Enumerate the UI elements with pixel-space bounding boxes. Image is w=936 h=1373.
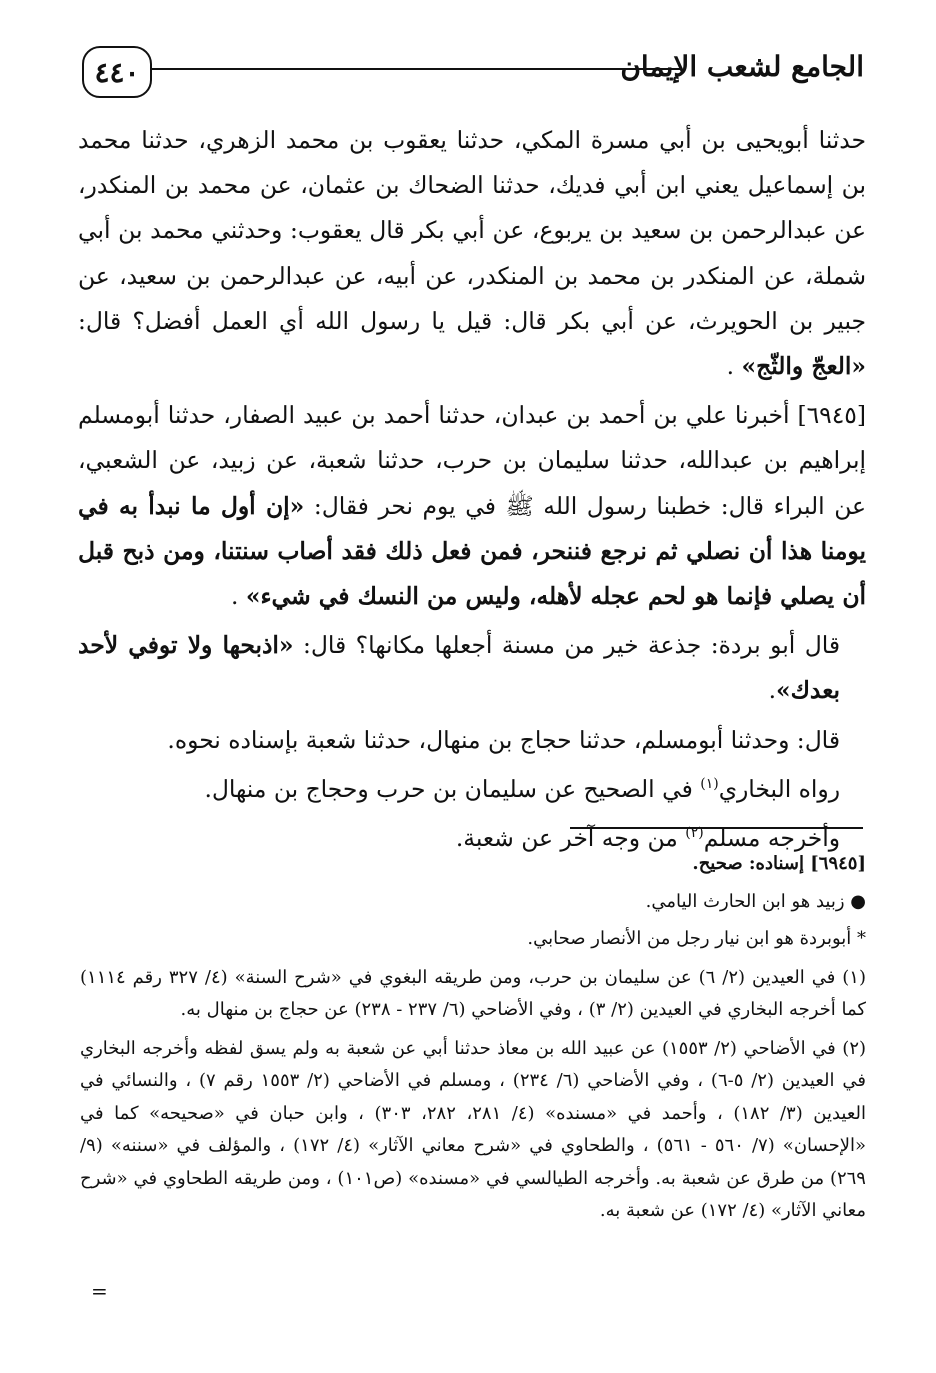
hadith-6945-chain: [٦٩٤٥] أخبرنا علي بن أحمد بن عبدان، حدثنا أحمد بن عبيد الصفار، حدثنا أبومسلم إبراهيم بن عبدالله، حدثنا سليمان بن حرب، حدثنا شعبة، عن زبيد، عن الشعبي، عن البراء قال: خطبنا رسول الله ﷺ في يوم نحر فقال: xyxy=(78,401,866,520)
hadith-6945-end: . xyxy=(231,582,246,611)
footnote-2: (٢) في الأضاحي (٢/ ١٥٥٣) عن عبيد الله بن معاذ حدثنا أبي عن شعبة به ولم يسق لفظه وأخرجه البخاري في العيدين (٢/ ٥-٦) ، وفي الأضاحي (٦/ ٢٣٤) ، ومسلم في الأضاحي (٢/ ١٥٥٣ رقم ٧) ، والنسائي في العيدين (٣/ ١٨٢) ، وأحمد في «مسنده» (٤/ ٢٨١، ٢٨٢، ٣٠٣) ، وابن حبان في «صحيحه» كما في «الإحسان» (٧/ ٥٦٠ - ٥٦١) ، والطحاوي في «شرح معاني الآثار» (٤/ ١٧٢) ، والمؤلف في «سننه» (٩/ ٢٦٩) من طرق عن شعبة به. وأخرجه الطيالسي في «مسنده» (ص١٠١) ، ومن طريقه الطحاوي في «شرح معاني الآثار» (٤/ ١٧٢) عن شعبة به. xyxy=(80,1037,867,1221)
muslim-text: وأخرجه مسلم xyxy=(703,824,840,853)
book-title: الجامع لشعب الإيمان xyxy=(620,50,864,83)
abu-burda-end: . xyxy=(768,676,777,705)
paragraph-1-end: . xyxy=(726,352,742,381)
footnotes xyxy=(80,848,866,1228)
footnote-ref-2: (٢) xyxy=(685,825,704,842)
paragraph-1-text: حدثنا أبويحيى بن أبي مسرة المكي، حدثنا يعقوب بن محمد الزهري، حدثنا محمد بن إسماعيل يعني ابن أبي فديك، حدثنا الضحاك بن عثمان، عن محمد بن المنكدر، عن عبدالرحمن بن سعيد بن يربوع، عن أبي بكر قال يعقوب: وحدثني محمد بن أبي شملة، عن المنكدر بن محمد بن المنكدر، عن أبيه، عن عبدالرحمن بن سعيد، عن جبير بن الحويرث، عن أبي بكر قال: قيل يا رسول الله أي العمل أفضل؟ قال: xyxy=(78,126,866,335)
additional-chain-paragraph: قال: وحدثنا أبومسلم، حدثنا حجاج بن منهال، حدثنا شعبة بإسناده نحوه. xyxy=(167,725,840,754)
abu-burda-text: قال أبو بردة: جذعة خير من مسنة أجعلها مكانها؟ قال: xyxy=(293,631,840,660)
header-rule xyxy=(150,68,680,70)
abu-burda-quote: «اذبحها ولا توفي لأحد بعدك» xyxy=(78,631,840,705)
isnad-note: [٦٩٤٥] إسناده: صحيح. xyxy=(692,853,866,874)
bukhari-end: في الصحيح عن سليمان بن حرب وحجاج بن منهال. xyxy=(204,774,701,803)
continuation-mark: = xyxy=(91,1279,108,1303)
abu-burda-paragraph xyxy=(78,623,866,713)
footnote-ref-1: (١) xyxy=(700,776,719,793)
paragraph-1 xyxy=(78,118,866,389)
footnote-divider xyxy=(570,827,863,829)
zubaid-note: ● زبيد هو ابن الحارث اليامي. xyxy=(645,890,866,912)
hadith-6945-quote: «إن أول ما نبدأ به في يومنا هذا أن نصلي ثم نرجع فننحر، فمن فعل ذلك فقد أصاب سنتنا، ومن ذبح قبل أن يصلي فإنما هو لحم عجله لأهله، وليس من النسك في شيء» xyxy=(78,491,866,611)
page-number: ٤٤٠ xyxy=(82,46,152,98)
abu-burda-note: * أبوبردة هو ابن نيار رجل من الأنصار صحابي. xyxy=(527,928,866,949)
bukhari-text: رواه البخاري xyxy=(718,774,840,803)
hadith-6945 xyxy=(78,393,866,619)
muslim-end: من وجه آخر عن شعبة. xyxy=(455,824,686,853)
page-header xyxy=(74,42,864,114)
main-text xyxy=(78,118,866,861)
bukhari-reference-paragraph xyxy=(78,767,866,812)
paragraph-1-quote: «العجّ والثّج» xyxy=(741,352,866,381)
footnote-1: (١) في العيدين (٢/ ٦) عن سليمان بن حرب، ومن طريقه البغوي في «شرح السنة» (٤/ ٣٢٧ رقم ١١١٤) كما أخرجه البخاري في العيدين (٢/ ٣) ، وفي الأضاحي (٦/ ٢٣٧ - ٢٣٨) عن حجاج بن منهال به. xyxy=(80,966,866,1020)
